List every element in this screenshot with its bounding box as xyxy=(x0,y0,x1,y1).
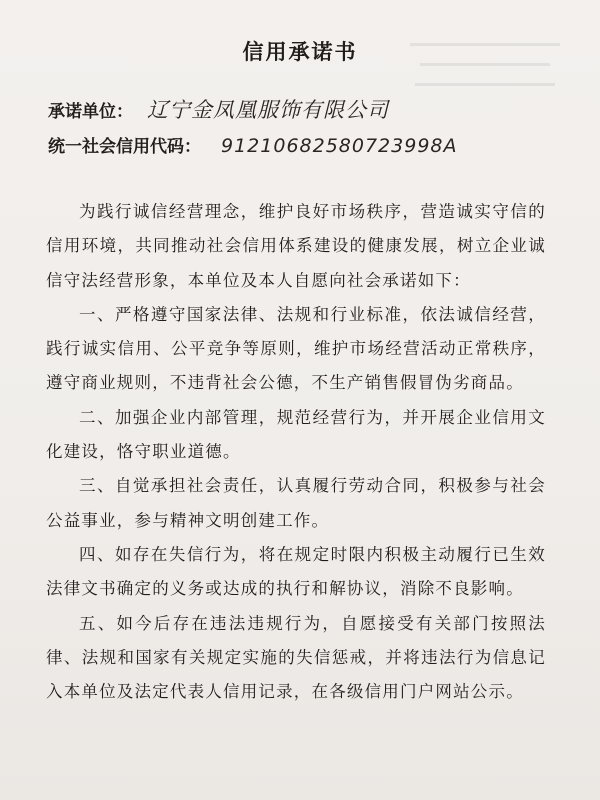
commitment-item-2: 二、加强企业内部管理，规范经营行为，并开展企业信用文化建设，恪守职业道德。 xyxy=(46,407,546,462)
commitment-item-5: 五、如今后存在违法违规行为，自愿接受有关部门按照法律、法规和国家有关规定实施的失信惩戒，并将违法行为信息记入本单位及法定代表人信用记录，在各级信用门户网站公示。 xyxy=(46,613,546,702)
credit-code-value: 91210682580723998A xyxy=(221,135,458,157)
committing-unit-name: 辽宁金凤凰服饰有限公司 xyxy=(147,98,389,122)
commitment-body xyxy=(46,195,546,709)
document-title: 信用承诺书 xyxy=(242,39,358,64)
credit-code-row xyxy=(48,132,458,157)
intro-paragraph: 为践行诚信经营理念，维护良好市场秩序，营造诚实守信的信用环境，共同推动社会信用体系建设的健康发展，树立企业诚信守法经营形象，本单位及本人自愿向社会承诺如下： xyxy=(46,202,546,290)
committing-unit-row xyxy=(48,94,389,124)
commitment-item-1: 一、严格遵守国家法律、法规和行业标准，依法诚信经营，践行诚实信用、公平竞争等原则，维护市场经营活动正常秩序，遵守商业规则，不违背社会公德，不生产销售假冒伪劣商品。 xyxy=(46,304,546,393)
commitment-item-4: 四、如存在失信行为，将在规定时限内积极主动履行已生效法律文书确定的义务或达成的执行和解协议，消除不良影响。 xyxy=(46,544,546,599)
credit-code-label: 统一社会信用代码： xyxy=(48,137,201,157)
commitment-item-3: 三、自觉承担社会责任，认真履行劳动合同，积极参与社会公益事业，参与精神文明创建工作。 xyxy=(46,476,546,530)
committing-unit-label: 承诺单位： xyxy=(48,102,133,122)
